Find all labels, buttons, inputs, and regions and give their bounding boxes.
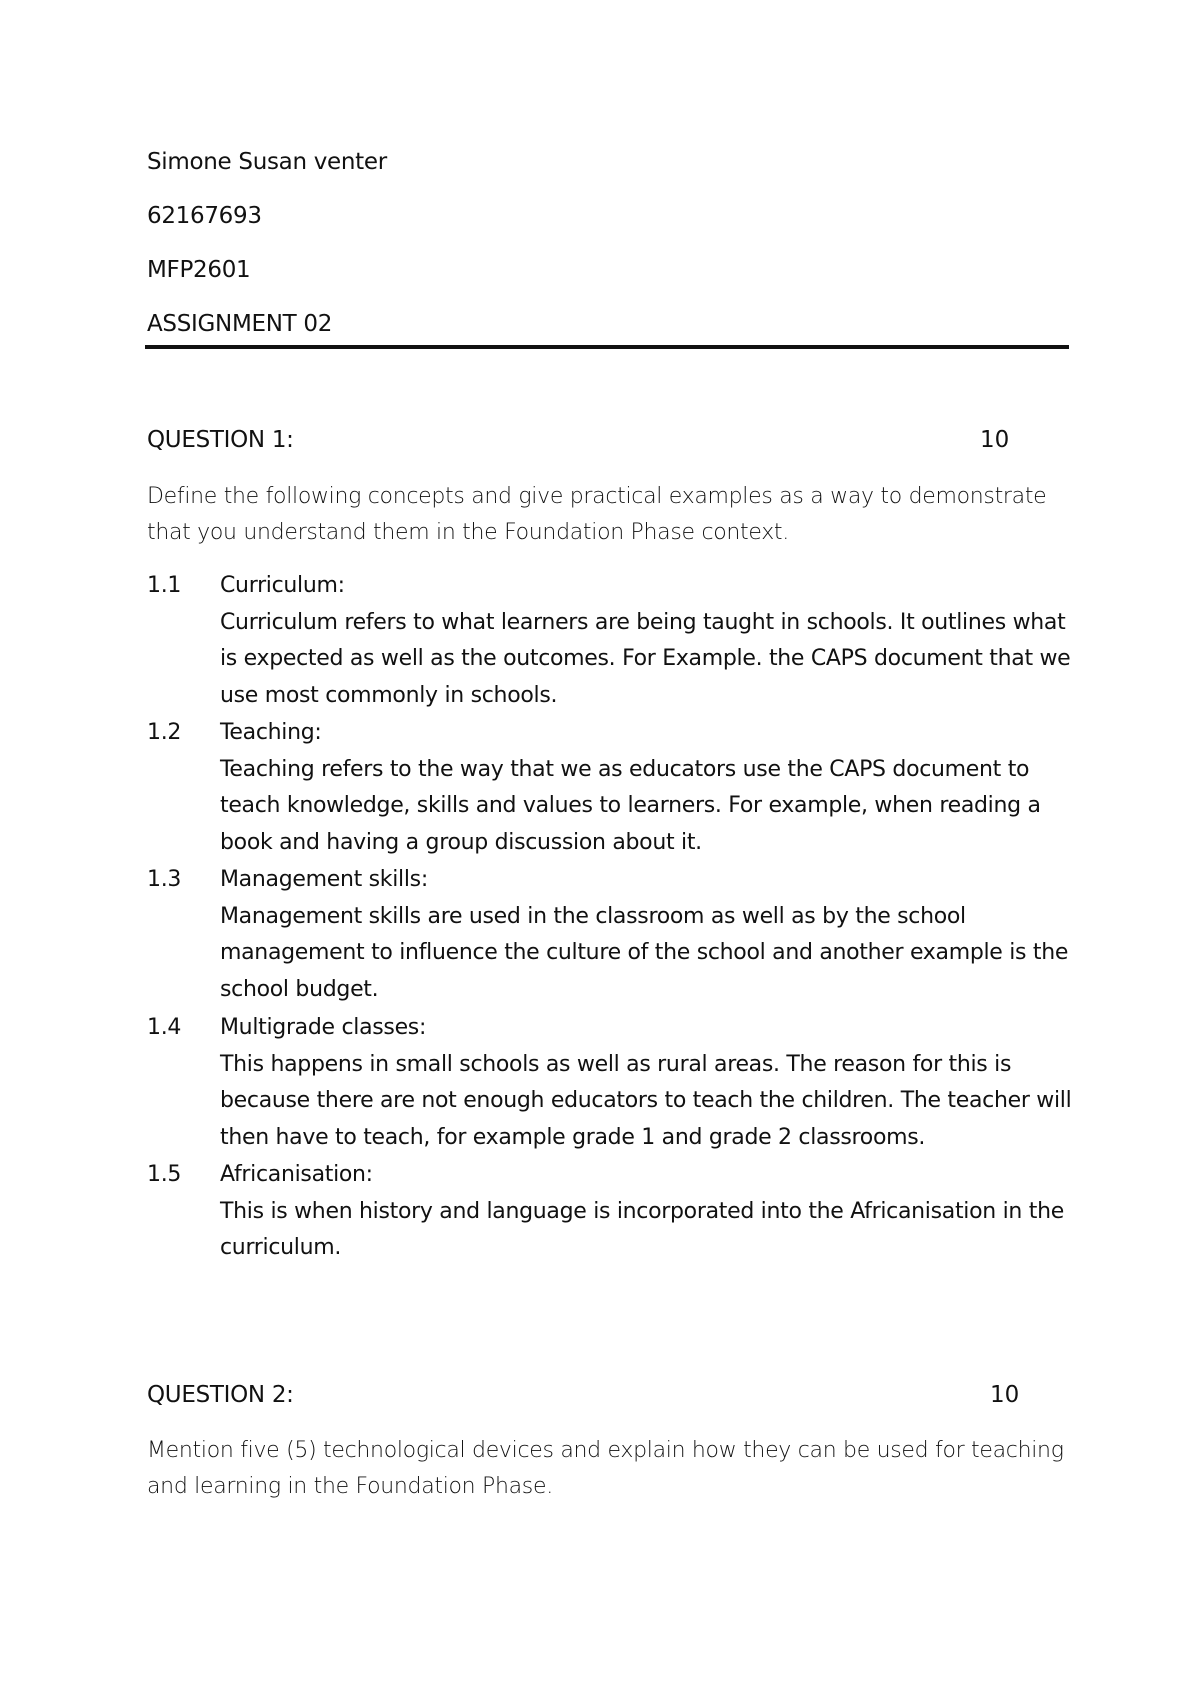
module-code: MFP2601 <box>147 257 251 283</box>
item-title: Teaching: <box>220 720 322 745</box>
item-title: Africanisation: <box>220 1162 373 1187</box>
question-2-instructions: Mention five (5) technological devices and explain how they can be used for teaching and learning in the Foundation Phase. <box>147 1438 1064 1499</box>
question-1-instructions: Define the following concepts and give practical examples as a way to demonstrate that you understand them in the Foundation Phase context. <box>147 484 1047 545</box>
student-number: 62167693 <box>147 203 262 229</box>
item-answer: This is when history and language is incorporated into the Africanisation in the curriculum. <box>220 1198 1064 1260</box>
item-number: 1.2 <box>147 720 182 745</box>
item-number: 1.5 <box>147 1162 182 1187</box>
item-answer: Teaching refers to the way that we as educators use the CAPS document to teach knowledge, skills and values to learners. For example, when reading a book and having a group discussion about it. <box>220 756 1041 855</box>
question-1-heading: QUESTION 1: <box>147 427 294 453</box>
answer-item <box>147 862 1077 1008</box>
item-title: Management skills: <box>220 867 428 892</box>
item-title: Curriculum: <box>220 573 345 598</box>
question-2-marks: 10 <box>990 1382 1020 1408</box>
item-answer: Management skills are used in the classroom as well as by the school management to influence the culture of the school and another example is the school budget. <box>220 903 1069 1002</box>
answer-item <box>147 1010 1077 1156</box>
item-answer: Curriculum refers to what learners are being taught in schools. It outlines what is expected as well as the outcomes. For Example. the CAPS document that we use most commonly in schools. <box>220 609 1071 708</box>
student-name: Simone Susan venter <box>147 149 387 175</box>
item-number: 1.1 <box>147 573 182 598</box>
item-answer: This happens in small schools as well as rural areas. The reason for this is because there are not enough educators to teach the children. The teacher will then have to teach, for example grade 1 and grade 2 classrooms. <box>220 1051 1072 1150</box>
item-number: 1.4 <box>147 1015 182 1040</box>
answer-item <box>147 1157 1077 1267</box>
assignment-title: ASSIGNMENT 02 <box>147 311 333 337</box>
item-number: 1.3 <box>147 867 182 892</box>
header-divider <box>145 345 1069 349</box>
answer-item <box>147 568 1077 714</box>
question-2-heading: QUESTION 2: <box>147 1382 294 1408</box>
answer-item <box>147 715 1077 861</box>
question-1-marks: 10 <box>980 427 1010 453</box>
item-title: Multigrade classes: <box>220 1015 427 1040</box>
